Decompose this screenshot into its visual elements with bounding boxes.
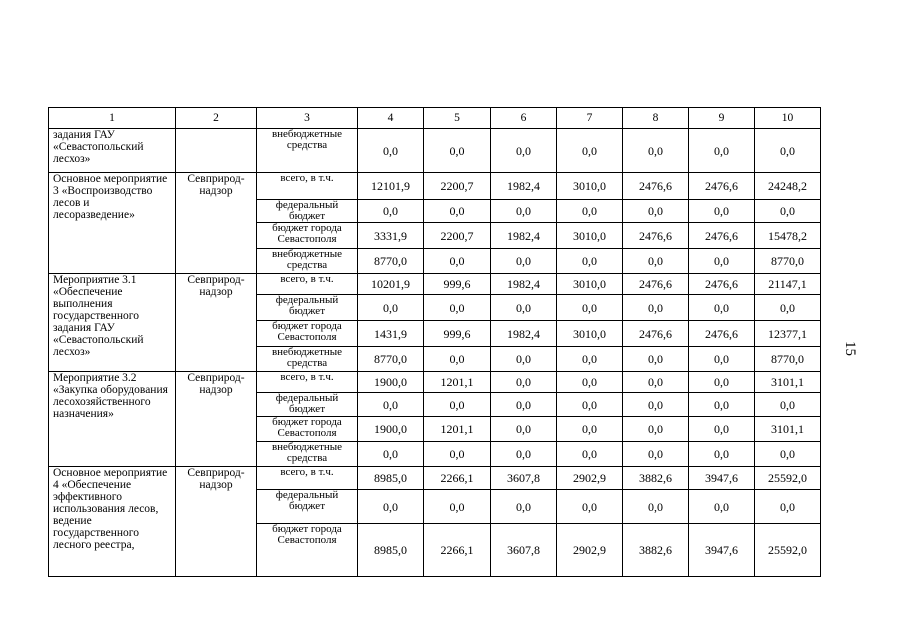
value-cell-col-10: 24248,2 (755, 173, 821, 200)
value-cell-col-4: 1900,0 (358, 417, 424, 442)
value-cell-col-4: 8985,0 (358, 467, 424, 490)
value-cell-col-7: 3010,0 (557, 223, 623, 249)
header-col-9: 9 (689, 108, 755, 129)
activity-name: Основное мероприятие 3 «Воспроизводство лесов и лесоразведение» (49, 173, 176, 274)
value-cell-col-9: 2476,6 (689, 173, 755, 200)
value-cell-col-8: 0,0 (623, 372, 689, 393)
value-cell-col-6: 0,0 (491, 490, 557, 524)
table-row (49, 129, 821, 173)
value-cell-col-8: 2476,6 (623, 173, 689, 200)
value-cell-col-10: 0,0 (755, 129, 821, 173)
value-cell-col-7: 3010,0 (557, 274, 623, 295)
header-col-10: 10 (755, 108, 821, 129)
value-cell-col-5: 0,0 (424, 347, 491, 372)
value-cell-col-7: 0,0 (557, 295, 623, 321)
value-cell-col-8: 0,0 (623, 442, 689, 467)
value-cell-col-7: 0,0 (557, 200, 623, 223)
value-cell-col-4: 0,0 (358, 442, 424, 467)
value-cell-col-8: 3882,6 (623, 524, 689, 577)
value-cell-col-4: 3331,9 (358, 223, 424, 249)
activity-name: Мероприятие 3.1 «Обеспечение выполнения государственного задания ГАУ «Севастопольский лесхоз» (49, 274, 176, 372)
value-cell-col-6: 1982,4 (491, 274, 557, 295)
funding-source: внебюджетные средства (257, 129, 358, 173)
value-cell-col-10: 3101,1 (755, 417, 821, 442)
value-cell-col-6: 0,0 (491, 249, 557, 274)
value-cell-col-8: 0,0 (623, 295, 689, 321)
value-cell-col-7: 0,0 (557, 249, 623, 274)
activity-name: задания ГАУ «Севастопольский лесхоз» (49, 129, 176, 173)
header-col-1: 1 (49, 108, 176, 129)
value-cell-col-7: 0,0 (557, 417, 623, 442)
value-cell-col-4: 0,0 (358, 490, 424, 524)
value-cell-col-6: 3607,8 (491, 524, 557, 577)
value-cell-col-4: 0,0 (358, 129, 424, 173)
value-cell-col-4: 12101,9 (358, 173, 424, 200)
value-cell-col-10: 0,0 (755, 200, 821, 223)
value-cell-col-5: 1201,1 (424, 372, 491, 393)
header-col-3: 3 (257, 108, 358, 129)
value-cell-col-10: 0,0 (755, 295, 821, 321)
value-cell-col-8: 0,0 (623, 347, 689, 372)
value-cell-col-9: 0,0 (689, 295, 755, 321)
value-cell-col-5: 0,0 (424, 129, 491, 173)
funding-source: бюджет города Севастополя (257, 524, 358, 577)
value-cell-col-5: 2266,1 (424, 524, 491, 577)
value-cell-col-6: 3607,8 (491, 467, 557, 490)
funding-source: федеральный бюджет (257, 295, 358, 321)
value-cell-col-10: 25592,0 (755, 467, 821, 490)
value-cell-col-10: 15478,2 (755, 223, 821, 249)
funding-source: федеральный бюджет (257, 393, 358, 417)
funding-source: бюджет города Севастополя (257, 321, 358, 347)
value-cell-col-10: 0,0 (755, 442, 821, 467)
value-cell-col-9: 0,0 (689, 347, 755, 372)
value-cell-col-9: 3947,6 (689, 467, 755, 490)
value-cell-col-8: 0,0 (623, 490, 689, 524)
funding-source: федеральный бюджет (257, 200, 358, 223)
value-cell-col-10: 25592,0 (755, 524, 821, 577)
value-cell-col-10: 8770,0 (755, 347, 821, 372)
table-row (49, 372, 821, 393)
value-cell-col-10: 0,0 (755, 490, 821, 524)
value-cell-col-8: 2476,6 (623, 321, 689, 347)
value-cell-col-8: 0,0 (623, 129, 689, 173)
page-number: 15 (842, 341, 858, 356)
value-cell-col-5: 1201,1 (424, 417, 491, 442)
value-cell-col-7: 0,0 (557, 129, 623, 173)
value-cell-col-4: 8770,0 (358, 347, 424, 372)
value-cell-col-8: 0,0 (623, 393, 689, 417)
value-cell-col-9: 2476,6 (689, 321, 755, 347)
value-cell-col-6: 0,0 (491, 417, 557, 442)
funding-source: всего, в т.ч. (257, 274, 358, 295)
funding-source: всего, в т.ч. (257, 467, 358, 490)
value-cell-col-4: 8985,0 (358, 524, 424, 577)
value-cell-col-4: 0,0 (358, 295, 424, 321)
value-cell-col-5: 0,0 (424, 295, 491, 321)
value-cell-col-6: 1982,4 (491, 321, 557, 347)
table-row (49, 467, 821, 490)
value-cell-col-10: 21147,1 (755, 274, 821, 295)
value-cell-col-4: 1900,0 (358, 372, 424, 393)
funding-source: всего, в т.ч. (257, 372, 358, 393)
funding-source: федеральный бюджет (257, 490, 358, 524)
executor: Севприрод-надзор (176, 467, 257, 577)
activity-name: Мероприятие 3.2 «Закупка оборудования лесохозяйственного назначения» (49, 372, 176, 467)
funding-source: внебюджетные средства (257, 347, 358, 372)
value-cell-col-4: 1431,9 (358, 321, 424, 347)
value-cell-col-8: 0,0 (623, 417, 689, 442)
value-cell-col-7: 0,0 (557, 393, 623, 417)
value-cell-col-8: 0,0 (623, 249, 689, 274)
value-cell-col-7: 0,0 (557, 442, 623, 467)
value-cell-col-9: 0,0 (689, 490, 755, 524)
value-cell-col-10: 8770,0 (755, 249, 821, 274)
value-cell-col-9: 0,0 (689, 442, 755, 467)
header-col-4: 4 (358, 108, 424, 129)
value-cell-col-8: 0,0 (623, 200, 689, 223)
value-cell-col-4: 0,0 (358, 393, 424, 417)
value-cell-col-8: 3882,6 (623, 467, 689, 490)
value-cell-col-9: 0,0 (689, 249, 755, 274)
value-cell-col-6: 0,0 (491, 129, 557, 173)
header-col-8: 8 (623, 108, 689, 129)
budget-table (48, 107, 821, 577)
value-cell-col-7: 0,0 (557, 372, 623, 393)
value-cell-col-6: 0,0 (491, 200, 557, 223)
value-cell-col-6: 0,0 (491, 295, 557, 321)
value-cell-col-6: 0,0 (491, 347, 557, 372)
value-cell-col-4: 10201,9 (358, 274, 424, 295)
value-cell-col-10: 0,0 (755, 393, 821, 417)
value-cell-col-5: 999,6 (424, 321, 491, 347)
value-cell-col-7: 3010,0 (557, 173, 623, 200)
value-cell-col-9: 0,0 (689, 372, 755, 393)
value-cell-col-6: 0,0 (491, 442, 557, 467)
value-cell-col-5: 2200,7 (424, 223, 491, 249)
value-cell-col-5: 2200,7 (424, 173, 491, 200)
value-cell-col-9: 0,0 (689, 129, 755, 173)
table-header (49, 108, 821, 129)
value-cell-col-8: 2476,6 (623, 223, 689, 249)
value-cell-col-10: 12377,1 (755, 321, 821, 347)
value-cell-col-9: 0,0 (689, 417, 755, 442)
funding-source: бюджет города Севастополя (257, 223, 358, 249)
funding-source: всего, в т.ч. (257, 173, 358, 200)
funding-source: внебюджетные средства (257, 249, 358, 274)
value-cell-col-5: 0,0 (424, 249, 491, 274)
header-col-6: 6 (491, 108, 557, 129)
value-cell-col-9: 2476,6 (689, 223, 755, 249)
header-col-7: 7 (557, 108, 623, 129)
value-cell-col-7: 0,0 (557, 490, 623, 524)
value-cell-col-9: 3947,6 (689, 524, 755, 577)
value-cell-col-5: 2266,1 (424, 467, 491, 490)
table-body (49, 129, 821, 577)
activity-name: Основное мероприятие 4 «Обеспечение эффективного использования лесов, ведение государственного лесного реестра, (49, 467, 176, 577)
header-row (49, 108, 821, 129)
value-cell-col-6: 1982,4 (491, 173, 557, 200)
header-col-5: 5 (424, 108, 491, 129)
value-cell-col-5: 0,0 (424, 442, 491, 467)
table-row (49, 173, 821, 200)
header-col-2: 2 (176, 108, 257, 129)
executor: Севприрод-надзор (176, 173, 257, 274)
value-cell-col-9: 0,0 (689, 393, 755, 417)
funding-source: внебюджетные средства (257, 442, 358, 467)
value-cell-col-5: 0,0 (424, 393, 491, 417)
value-cell-col-7: 0,0 (557, 347, 623, 372)
value-cell-col-9: 0,0 (689, 200, 755, 223)
executor: Севприрод-надзор (176, 274, 257, 372)
value-cell-col-7: 2902,9 (557, 467, 623, 490)
value-cell-col-9: 2476,6 (689, 274, 755, 295)
executor: Севприрод-надзор (176, 372, 257, 467)
table-row (49, 274, 821, 295)
value-cell-col-6: 0,0 (491, 372, 557, 393)
value-cell-col-5: 0,0 (424, 490, 491, 524)
value-cell-col-6: 0,0 (491, 393, 557, 417)
executor (176, 129, 257, 173)
value-cell-col-5: 0,0 (424, 200, 491, 223)
value-cell-col-6: 1982,4 (491, 223, 557, 249)
value-cell-col-4: 8770,0 (358, 249, 424, 274)
value-cell-col-5: 999,6 (424, 274, 491, 295)
value-cell-col-4: 0,0 (358, 200, 424, 223)
value-cell-col-8: 2476,6 (623, 274, 689, 295)
value-cell-col-10: 3101,1 (755, 372, 821, 393)
value-cell-col-7: 2902,9 (557, 524, 623, 577)
value-cell-col-7: 3010,0 (557, 321, 623, 347)
funding-source: бюджет города Севастополя (257, 417, 358, 442)
